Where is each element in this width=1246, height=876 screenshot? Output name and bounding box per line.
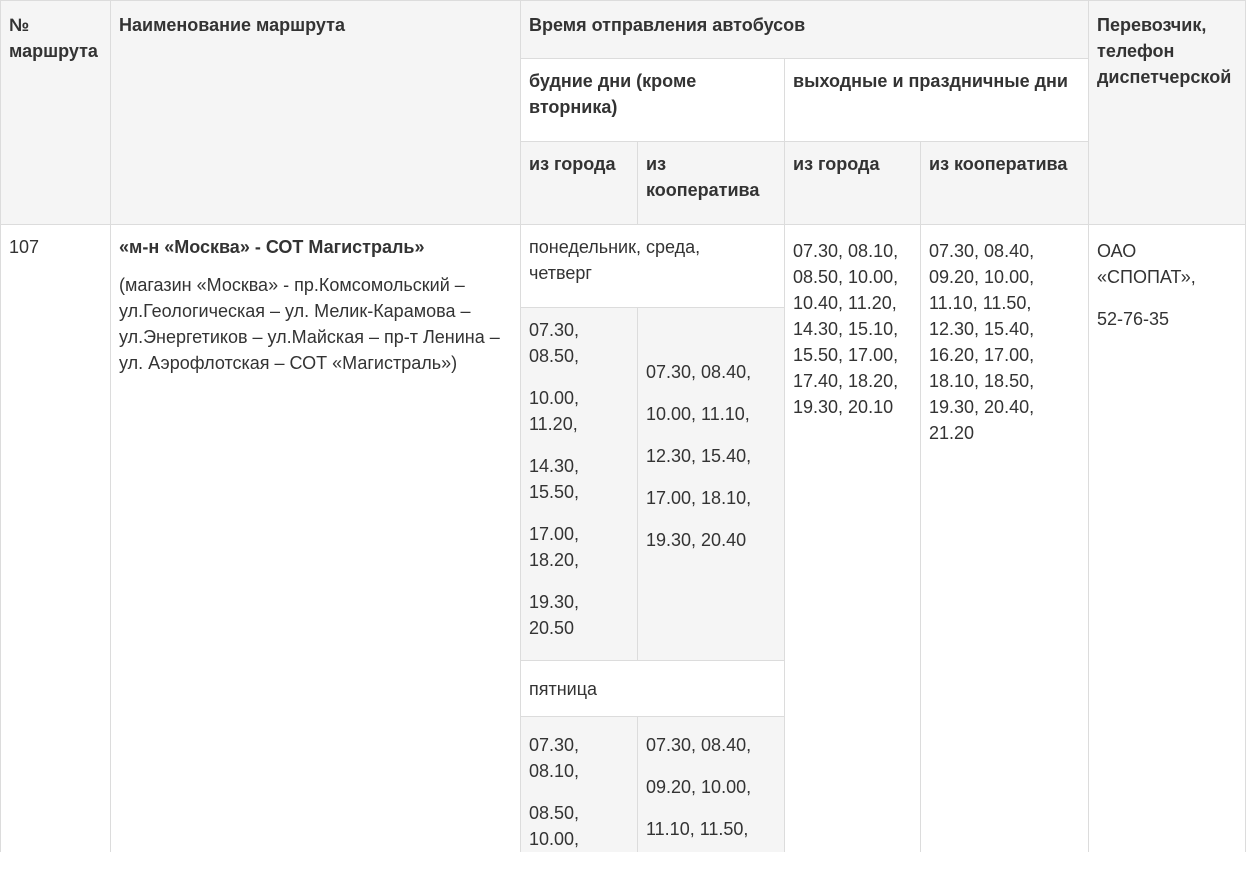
weekday-times-from-city-2 — [520, 724, 637, 876]
weekday-times-from-city-1 — [520, 309, 637, 665]
grid-line — [0, 224, 1246, 225]
time-slot: 07.30, 08.40, — [646, 362, 752, 382]
grid-line — [520, 716, 784, 717]
header-weekends: выходные и праздничные дни — [793, 71, 1068, 91]
grid-line — [520, 58, 1088, 59]
time-slot: 17.00, 18.20, — [529, 524, 580, 570]
weekday-times-from-coop-2 — [637, 724, 784, 850]
time-slot: 19.30, 20.50 — [529, 592, 580, 638]
route-description — [110, 226, 520, 384]
weekend-times-from-city: 07.30, 08.10, 08.50, 10.00, 10.40, 11.20, 14.30, 15.10, 15.50, 17.00, 17.40, 18.20, 19.30, 20.10 — [793, 241, 899, 417]
grid-line — [520, 141, 1088, 142]
time-slot: 07.30, 08.50, — [529, 320, 580, 366]
carrier-phone: 52-76-35 — [1097, 309, 1170, 329]
time-slot: 14.30, 15.50, — [529, 456, 580, 502]
time-slot: 09.20, 10.00, — [646, 777, 752, 797]
weekend-times-from-coop: 07.30, 08.40, 09.20, 10.00, 11.10, 11.50, 12.30, 15.40, 16.20, 17.00, 18.10, 18.50, 19.30, 20.40, 21.20 — [929, 241, 1035, 443]
time-slot: 10.00, 11.10, — [646, 404, 750, 424]
header-route-number: № маршрута — [9, 15, 98, 61]
time-slot: 08.50, 10.00, — [529, 803, 580, 849]
time-slot: 07.30, 08.40, — [646, 735, 752, 755]
header-route-name: Наименование маршрута — [119, 15, 345, 35]
header-carrier: Перевозчик, телефон диспетчерской — [1097, 15, 1232, 87]
header-weekday-from-city: из города — [529, 154, 616, 174]
time-slot: 07.30, 08.10, — [529, 735, 580, 781]
header-weekend-from-coop: из кооператива — [929, 154, 1068, 174]
carrier-name: ОАО «СПОПАТ», — [1097, 241, 1196, 287]
days-group-friday: пятница — [529, 679, 598, 699]
weekday-times-from-coop-1 — [637, 351, 784, 561]
time-slot: 12.30, 15.40, — [646, 446, 752, 466]
header-departure-time: Время отправления автобусов — [529, 15, 806, 35]
grid-line — [0, 0, 1, 852]
route-path: (магазин «Москва» - пр.Комсомольский – ул.Геологическая – ул. Мелик-Карамова – ул.Энергетиков – ул.Майская – пр-т Ленина – ул. Аэрофлотская – СОТ «Магистраль») — [119, 275, 500, 373]
grid-line — [1088, 0, 1089, 852]
grid-line — [520, 307, 784, 308]
grid-line — [110, 0, 111, 852]
time-slot: 10.00, 11.20, — [529, 388, 580, 434]
route-title: «м-н «Москва» - СОТ Магистраль» — [119, 237, 425, 257]
time-slot: 19.30, 20.40 — [646, 530, 747, 550]
header-weekend-from-city: из города — [793, 154, 880, 174]
route-number: 107 — [9, 237, 40, 257]
grid-line — [0, 0, 1246, 1]
time-slot: 17.00, 18.10, — [646, 488, 752, 508]
carrier-info — [1088, 230, 1246, 356]
time-slot: 11.10, 11.50, — [646, 819, 749, 839]
days-group-mon-wed-thu: понедельник, среда, четверг — [529, 237, 701, 283]
header-weekday-from-coop: из кооператива — [646, 154, 760, 200]
header-weekdays: будние дни (кроме вторника) — [529, 71, 697, 117]
